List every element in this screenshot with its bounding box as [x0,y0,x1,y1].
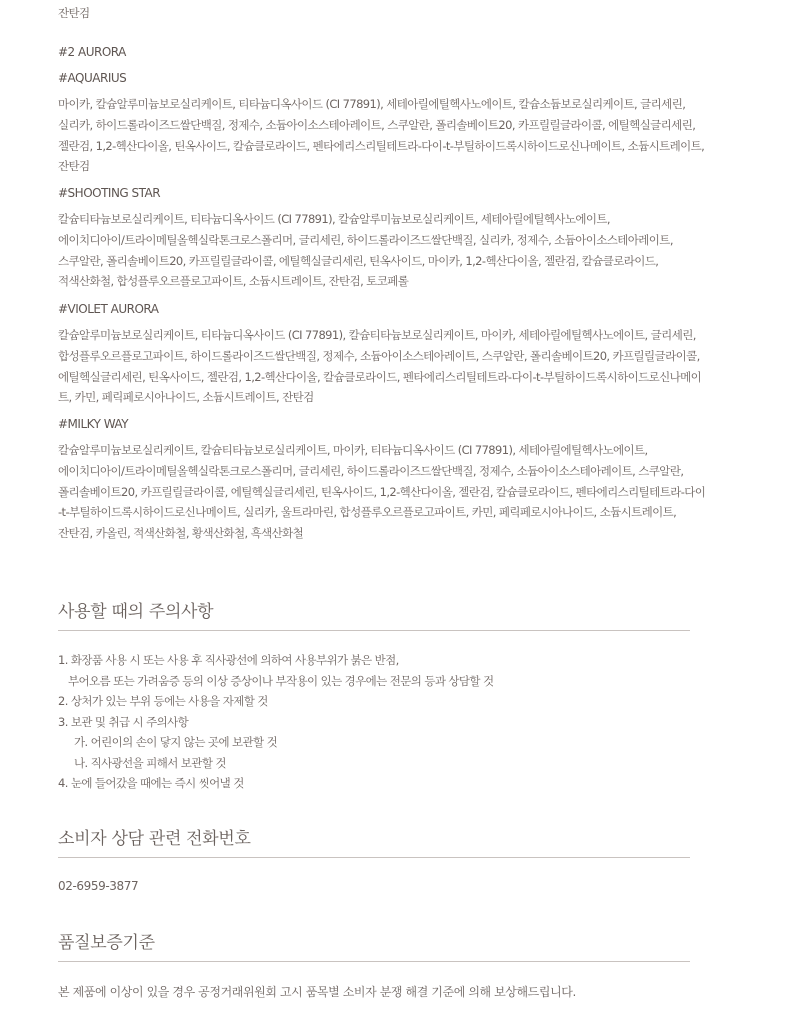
aurora-heading: #2 AURORA [58,45,126,59]
caution-item: 부어오름 또는 가려움증 등의 이상 증상이나 부작용이 있는 경우에는 전문의 등과 상담할 것 [68,673,494,688]
ingredient-line: 실리카, 하이드롤라이즈드쌀단백질, 정제수, 소듐아이소스테아레이트, 스쿠알란, 폴리솔베이트20, 카프릴릴글라이콜, 에틸헥실글리세린, [58,117,696,132]
ingredient-line: 잔탄검, 카올린, 적색산화철, 황색산화철, 흑색산화철 [58,526,304,541]
caution-title: 사용할 때의 주의사항 [58,602,214,622]
caution-item: 1. 화장품 사용 시 또는 사용 후 직사광선에 의하여 사용부위가 붉은 반점, [58,653,399,667]
divider [58,630,690,631]
shade-ingredients [58,94,704,177]
shade-heading: #AQUARIUS [58,71,127,85]
shade-ingredients [58,209,673,292]
ingredient-line: 에틸헥실글리세린, 틴옥사이드, 젤란검, 1,2-헥산다이올, 칼슘클로라이드, 펜타에리스리틸테트라-다이-t-부틸하이드록시하이드로신나메이 [58,369,702,384]
quality-title: 품질보증기준 [58,933,155,953]
ingredient-line: 합성플루오르플로고파이트, 하이드롤라이즈드쌀단백질, 정제수, 소듐아이소스테아레이트, 스쿠알란, 폴리솔베이트20, 카프릴릴글라이콜, [58,348,700,363]
divider [58,857,690,858]
shade-heading: #MILKY WAY [58,417,129,431]
ingredient-line: 에이치디아이/트라이메틸올헥실락톤크로스폴리머, 글리세린, 하이드롤라이즈드쌀단백질, 실리카, 정제수, 소듐아이소스테아레이트, [58,232,673,247]
caution-item: 4. 눈에 들어갔을 때에는 즉시 씻어낼 것 [58,776,244,790]
ingredient-line: 폴리솔베이트20, 카프릴릴글라이콜, 에틸헥실글리세린, 틴옥사이드, 1,2-헥산다이올, 젤란검, 칼슘클로라이드, 펜타에리스리틸테트라-다이 [58,484,706,499]
ingredient-line: 적색산화철, 합성플루오르플로고파이트, 소듐시트레이트, 잔탄검, 토코페롤 [58,274,409,289]
top-line: 잔탄검 [58,6,90,20]
ingredient-line: 에이치디아이/트라이메틸올헥실락톤크로스폴리머, 글리세린, 하이드롤라이즈드쌀단백질, 정제수, 소듐아이소스테아레이트, 스쿠알란, [58,463,684,478]
shade-ingredients [58,325,701,408]
divider [58,961,690,962]
ingredient-line: 칼슘티타늄보로실리케이트, 티타늄디옥사이드 (CI 77891), 칼슘알루미늄보로실리케이트, 세테아릴에틸헥사노에이트, [58,212,610,226]
ingredient-line: 칼슘알루미늄보로실리케이트, 칼슘티타늄보로실리케이트, 마이카, 티타늄디옥사이드 (CI 77891), 세테아릴에틸헥사노에이트, [58,443,648,457]
caution-item: 2. 상처가 있는 부위 등에는 사용을 자제할 것 [58,694,268,708]
ingredient-line: 트, 카민, 페릭페로시아나이드, 소듐시트레이트, 잔탄검 [58,390,314,405]
ingredient-line: -t-부틸하이드록시하이드로신나메이트, 실리카, 울트라마린, 합성플루오르플로고파이트, 카민, 페릭페로시아나이드, 소듐시트레이트, [58,505,677,520]
consumer-title: 소비자 상담 관련 전화번호 [58,829,251,849]
quality-text: 본 제품에 이상이 있을 경우 공정거래위원회 고시 품목별 소비자 분쟁 해결 기준에 의해 보상해드립니다. [58,985,576,999]
ingredient-line: 스쿠알란, 폴리솔베이트20, 카프릴릴글라이콜, 에틸헥실글리세린, 틴옥사이드, 마이카, 1,2-헥산다이올, 젤란검, 칼슘클로라이드, [58,253,659,268]
ingredient-line: 젤란검, 1,2-헥산다이올, 틴옥사이드, 칼슘클로라이드, 펜타에리스리틸테트라-다이-t-부틸하이드록시하이드로신나메이트, 소듐시트레이트, [58,138,705,153]
caution-subitem: 나. 직사광선을 피해서 보관할 것 [74,755,226,770]
ingredient-line: 칼슘알루미늄보로실리케이트, 티타늄디옥사이드 (CI 77891), 칼슘티타늄보로실리케이트, 마이카, 세테아릴에틸헥사노에이트, 글리세린, [58,328,696,342]
ingredient-line: 잔탄검 [58,159,90,174]
shade-ingredients [58,440,705,544]
ingredient-line: 마이카, 칼슘알루미늄보로실리케이트, 티타늄디옥사이드 (CI 77891), 세테아릴에틸헥사노에이트, 칼슘소듐보로실리케이트, 글리세린, [58,97,686,111]
shade-heading: #VIOLET AURORA [58,302,159,316]
caution-list [58,650,698,794]
shade-heading: #SHOOTING STAR [58,186,161,200]
caution-subitem: 가. 어린이의 손이 닿지 않는 곳에 보관할 것 [74,735,278,749]
phone-number: 02-6959-3877 [58,879,139,893]
caution-item: 3. 보관 및 취급 시 주의사항 [58,714,189,729]
